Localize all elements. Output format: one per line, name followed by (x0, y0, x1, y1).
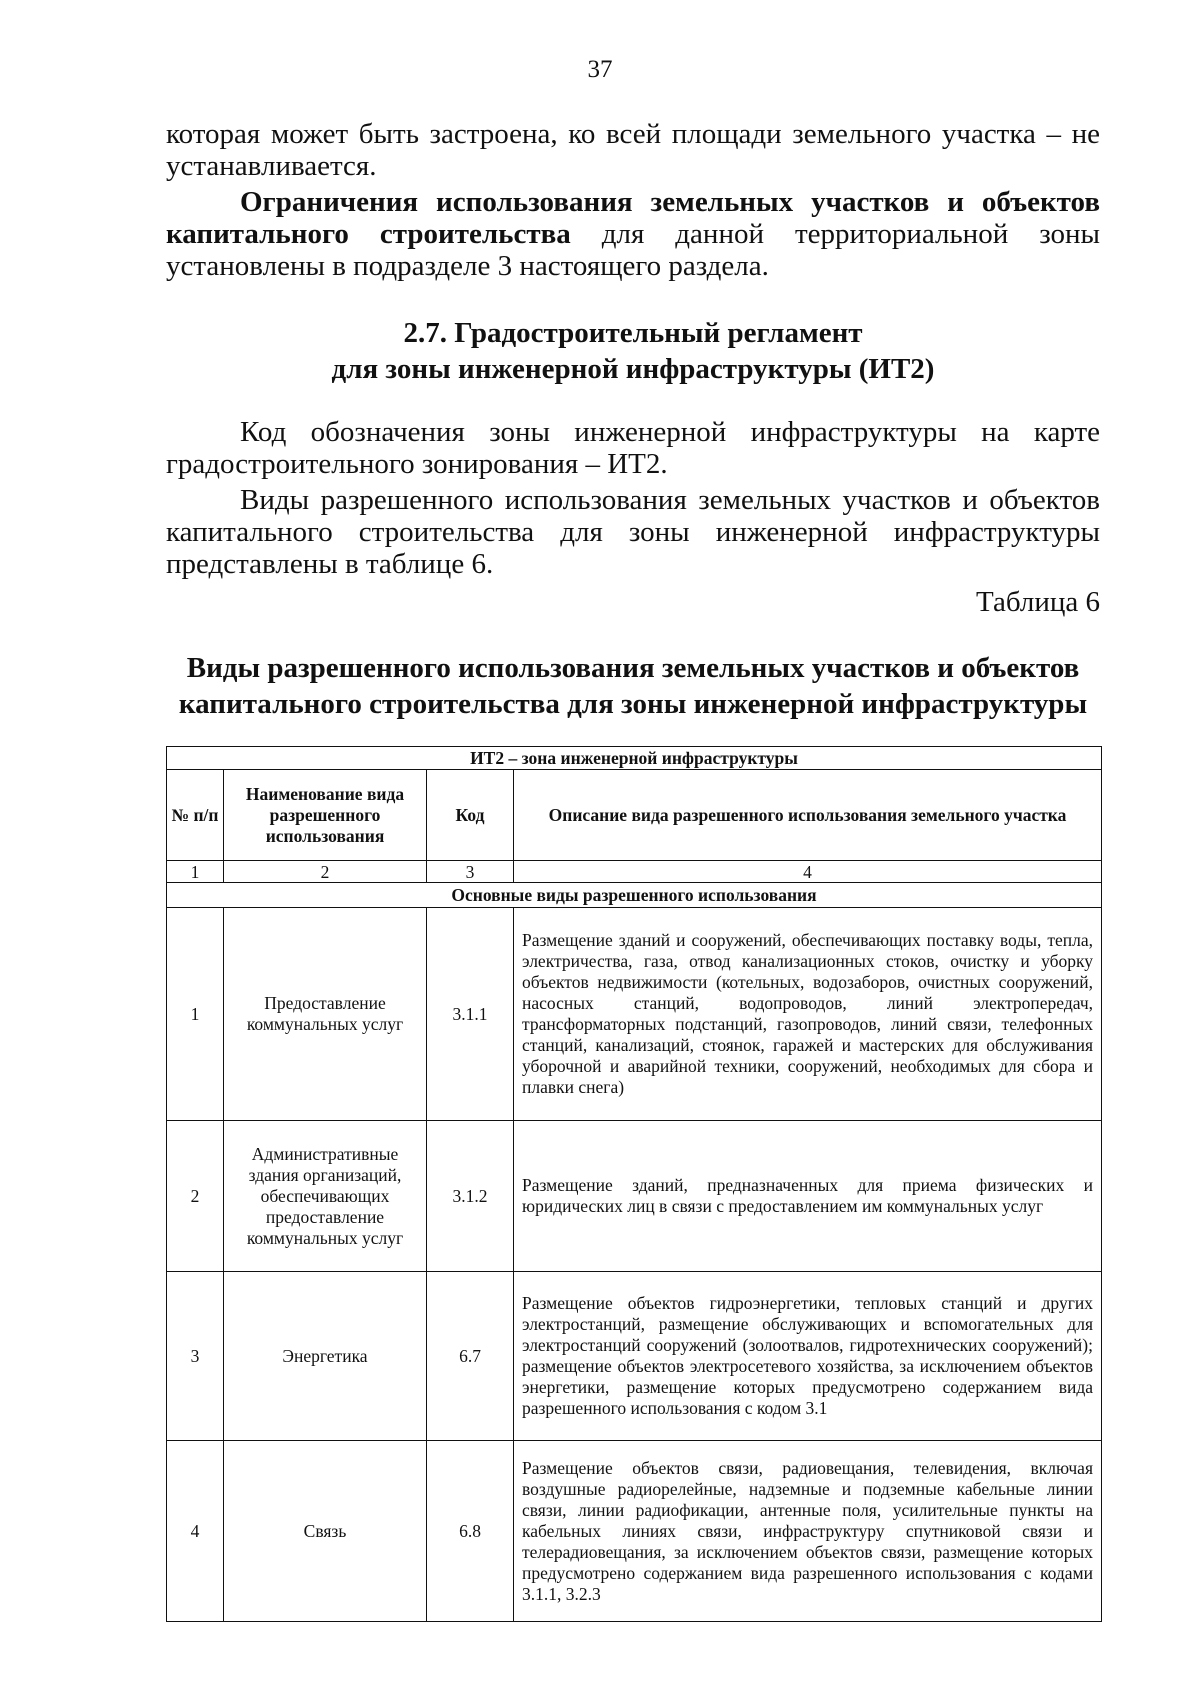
row-num: 4 (167, 1441, 224, 1622)
table-title-line2: капитального строительства для зоны инженерной инфраструктуры (178, 688, 1088, 720)
table-section-row (167, 883, 1102, 908)
table-title (166, 650, 1100, 722)
section-heading-line1: 2.7. Градостроительный регламент (403, 317, 863, 349)
header-num: № п/п (167, 770, 224, 861)
page-number: 37 (587, 56, 613, 83)
table-row (167, 1272, 1102, 1441)
zone-header-cell: ИТ2 – зона инженерной инфраструктуры (167, 747, 1102, 770)
table-row (167, 908, 1102, 1121)
row-desc: Размещение зданий, предназначенных для приема физических и юридических лиц в связи с предоставлением им коммунальных услуг (514, 1121, 1102, 1272)
row-name: Энергетика (224, 1272, 427, 1441)
table-row (167, 1441, 1102, 1622)
restrictions-rest-text: для данной территориальной зоны установлены в подразделе 3 настоящего раздела. (166, 218, 1100, 282)
row-name: Связь (224, 1441, 427, 1622)
section-cell: Основные виды разрешенного использования (167, 883, 1102, 908)
column-number: 4 (514, 861, 1102, 883)
table-zone-row (167, 747, 1102, 770)
table-row (167, 1121, 1102, 1272)
header-code: Код (427, 770, 514, 861)
column-number: 1 (167, 861, 224, 883)
paragraph-intro: которая может быть застроена, ко всей площади земельного участка – не устанавливается. (166, 118, 1100, 182)
row-name: Административные здания организаций, обеспечивающих предоставление коммунальных услуг (224, 1121, 427, 1272)
regulations-table (166, 746, 1102, 1622)
row-code: 3.1.2 (427, 1121, 514, 1272)
table-caption: Таблица 6 (975, 586, 1100, 618)
table-column-numbers-row (167, 861, 1102, 883)
section-heading-line2: для зоны инженерной инфраструктуры (ИТ2) (331, 353, 935, 385)
row-code: 6.8 (427, 1441, 514, 1622)
row-num: 2 (167, 1121, 224, 1272)
table-header-row (167, 770, 1102, 861)
row-name: Предоставление коммунальных услуг (224, 908, 427, 1121)
header-name: Наименование вида разрешенного использования (224, 770, 427, 861)
column-number: 3 (427, 861, 514, 883)
paragraph-zone-code: Код обозначения зоны инженерной инфраструктуры на карте градостроительного зонирования – ИТ2. (166, 416, 1100, 480)
restrictions-bold-text: Ограничения использования земельных участков и объектов капитального строительства (166, 186, 1100, 250)
table-title-line1: Виды разрешенного использования земельных участков и объектов (186, 652, 1080, 684)
paragraph-restrictions (166, 186, 1100, 282)
row-code: 6.7 (427, 1272, 514, 1441)
header-desc: Описание вида разрешенного использования земельного участка (514, 770, 1102, 861)
row-desc: Размещение объектов связи, радиовещания, телевидения, включая воздушные радиорелейные, надземные и подземные кабельные линии связи, линии радиофикации, антенные поля, усилительные пункты на кабельных линиях связи, инфраструктуру спутниковой связи и телерадиовещания, за исключением объектов связи, размещение которых предусмотрено содержанием вида разрешенного использования с кодами 3.1.1, 3.2.3 (514, 1441, 1102, 1622)
section-heading (166, 315, 1100, 387)
row-code: 3.1.1 (427, 908, 514, 1121)
row-num: 3 (167, 1272, 224, 1441)
paragraph-uses: Виды разрешенного использования земельных участков и объектов капитального строительства для зоны инженерной инфраструктуры представлены в таблице 6. (166, 484, 1100, 580)
row-desc: Размещение объектов гидроэнергетики, тепловых станций и других электростанций, размещение обслуживающих и вспомогательных для электростанций сооружений (золоотвалов, гидротехнических сооружений); размещение объектов электросетевого хозяйства, за исключением объектов энергетики, размещение которых предусмотрено содержанием вида разрешенного использования с кодом 3.1 (514, 1272, 1102, 1441)
column-number: 2 (224, 861, 427, 883)
row-desc: Размещение зданий и сооружений, обеспечивающих поставку воды, тепла, электричества, газа, отвод канализационных стоков, очистку и уборку объектов недвижимости (котельных, водозаборов, очистных сооружений, насосных станций, водопроводов, линий электропередач, трансформаторных подстанций, газопроводов, линий связи, телефонных станций, канализаций, стоянок, гаражей и мастерских для обслуживания уборочной и аварийной техники, сооружений, необходимых для сбора и плавки снега) (514, 908, 1102, 1121)
row-num: 1 (167, 908, 224, 1121)
